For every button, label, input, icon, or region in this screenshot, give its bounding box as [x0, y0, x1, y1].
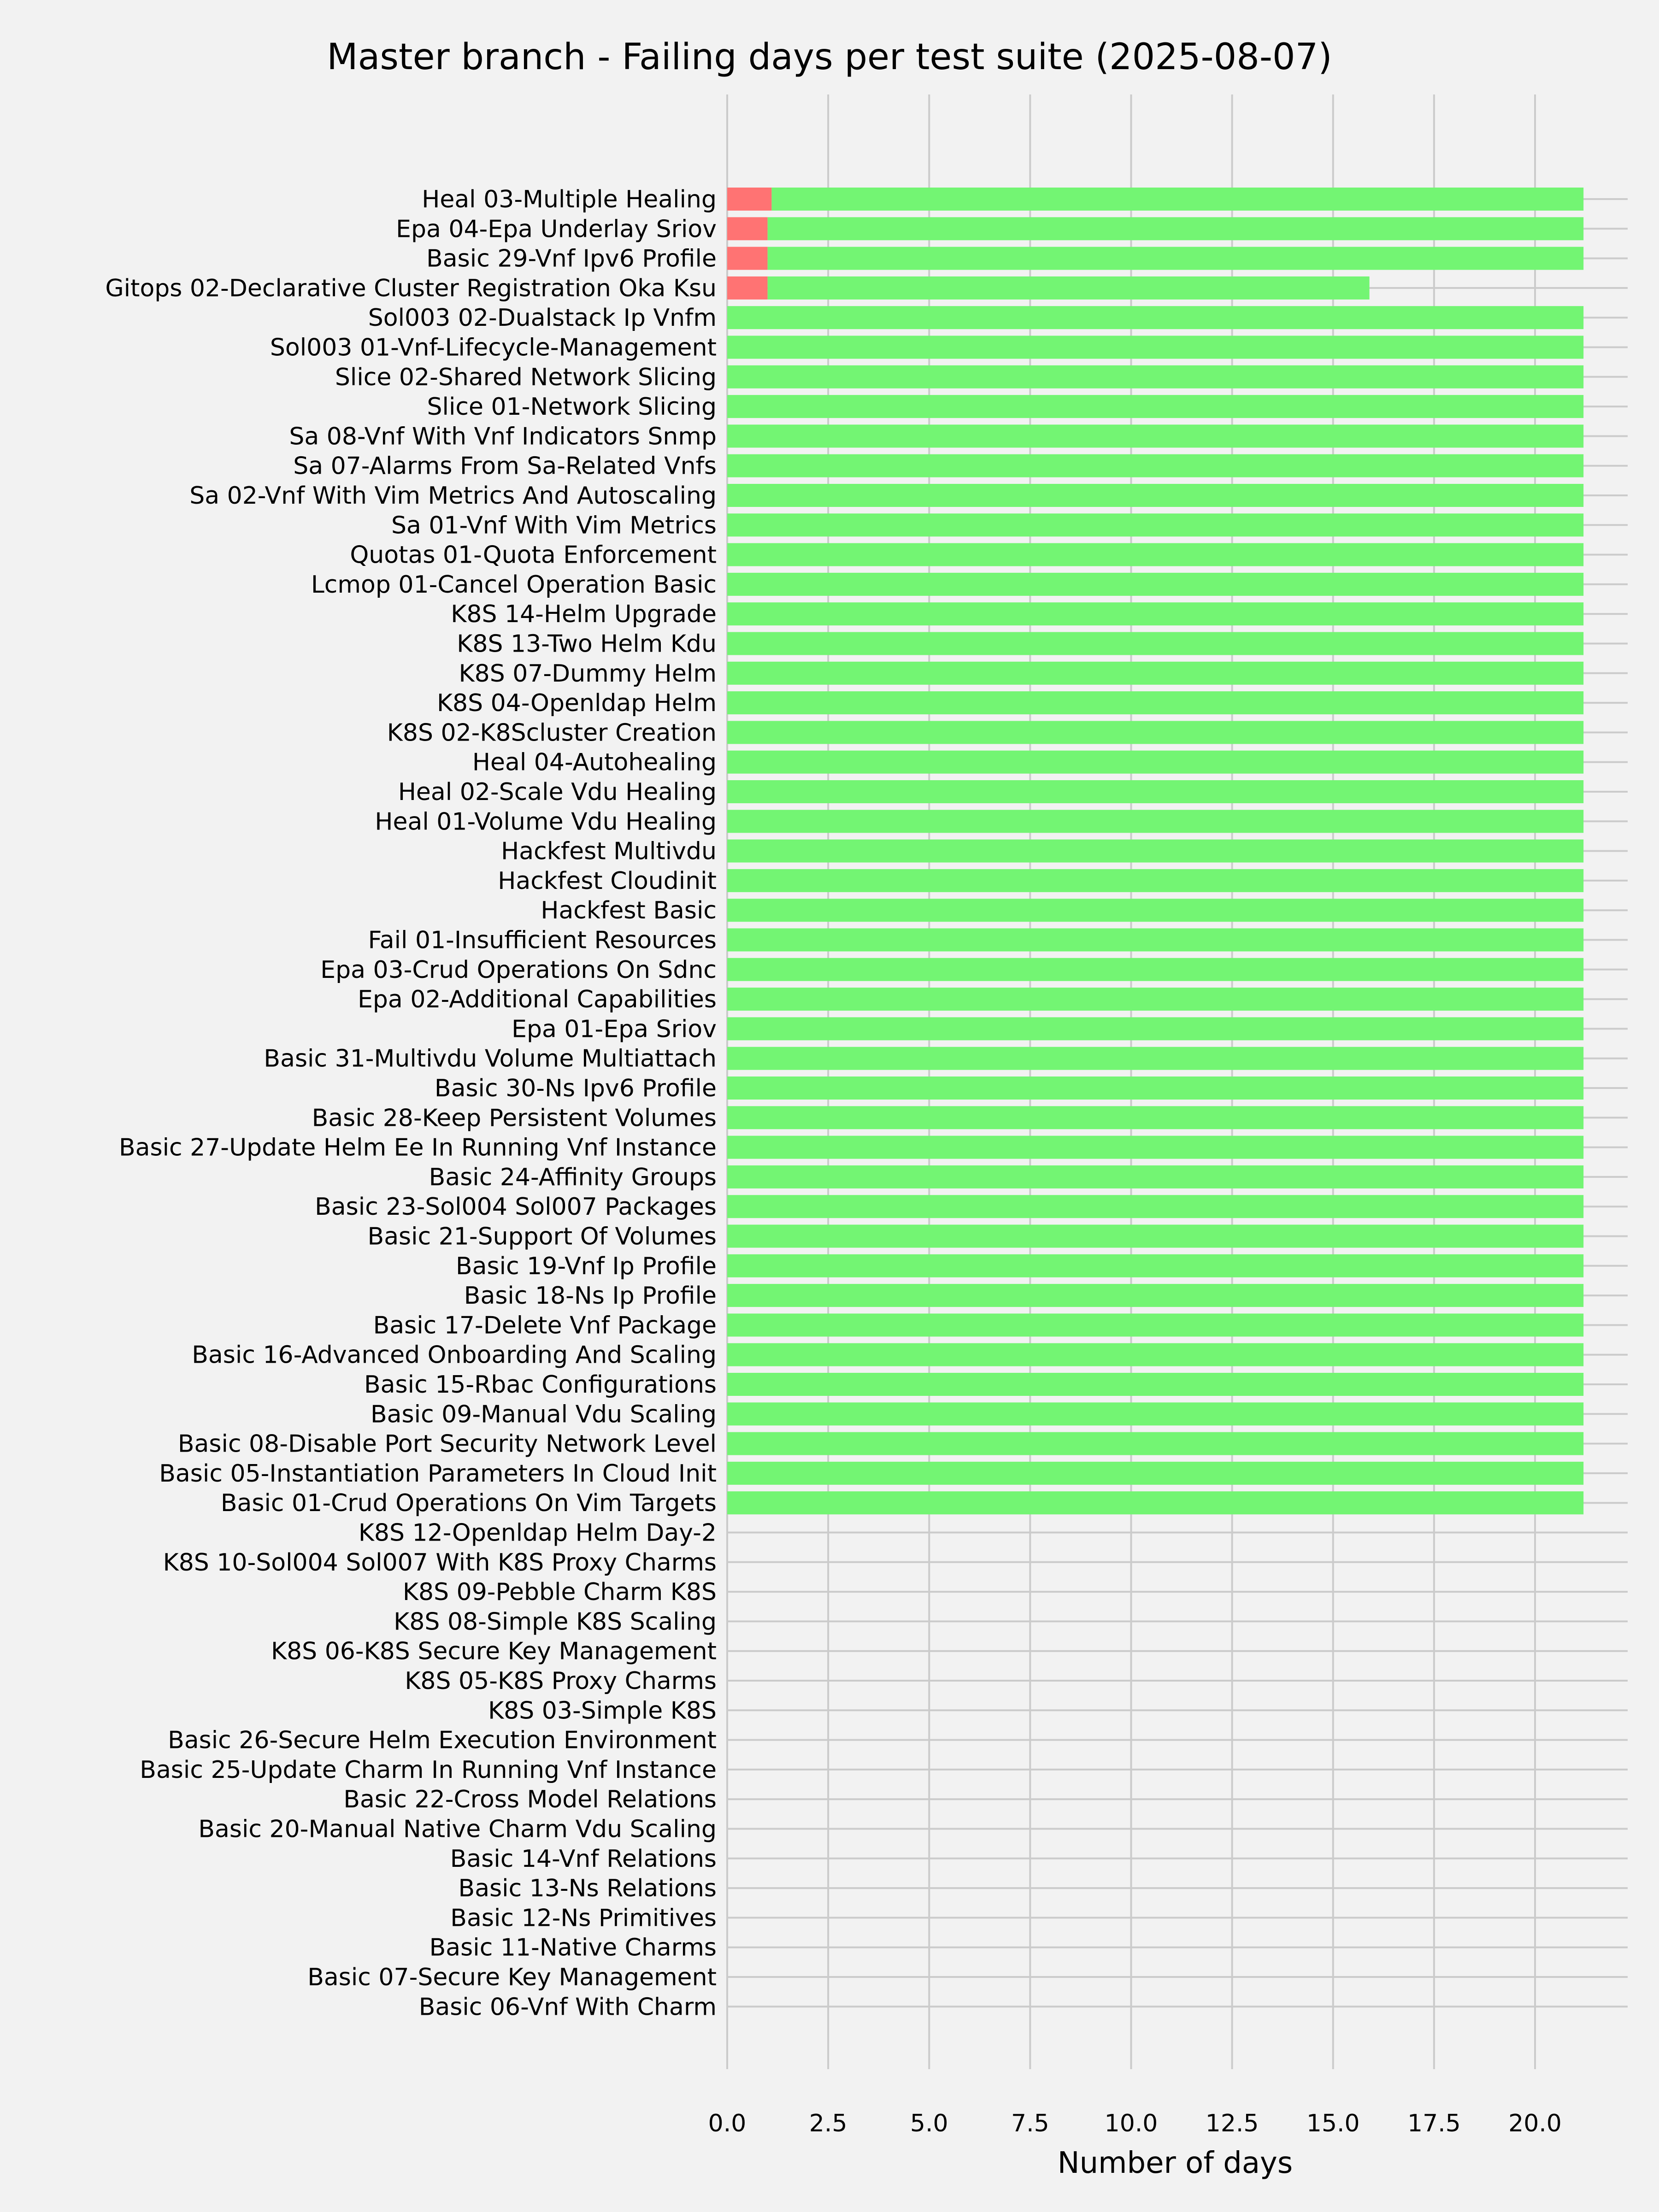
category-label: Heal 02-Scale Vdu Healing [398, 778, 717, 806]
bar-failing-days [727, 247, 768, 270]
bar-passing-days [727, 1077, 1583, 1100]
category-label: K8S 09-Pebble Charm K8S [402, 1578, 717, 1606]
bar-passing-days [727, 1373, 1583, 1396]
category-label: K8S 13-Two Helm Kdu [457, 630, 717, 658]
category-label: Heal 03-Multiple Healing [422, 186, 717, 213]
bar-passing-days [727, 751, 1583, 774]
category-label: Sa 08-Vnf With Vnf Indicators Snmp [289, 423, 717, 451]
bar-passing-days [727, 1432, 1583, 1455]
category-label: K8S 07-Dummy Helm [459, 659, 717, 688]
x-tick-label: 2.5 [809, 2110, 847, 2137]
category-label: Lcmop 01-Cancel Operation Basic [311, 571, 717, 599]
bar-passing-days [727, 424, 1583, 447]
bar-passing-days [727, 1402, 1583, 1425]
category-label: K8S 02-K8Scluster Creation [387, 719, 717, 747]
bar-passing-days [727, 988, 1583, 1011]
x-tick-label: 12.5 [1205, 2110, 1259, 2137]
bar-passing-days [727, 365, 1583, 388]
bar-passing-days [768, 276, 1370, 300]
category-label: Slice 01-Network Slicing [427, 393, 717, 421]
bar-passing-days [727, 1165, 1583, 1188]
category-label: Heal 01-Volume Vdu Healing [375, 808, 717, 836]
bar-passing-days [727, 306, 1583, 329]
bar-passing-days [727, 1254, 1583, 1277]
bar-passing-days [727, 1462, 1583, 1485]
bar-passing-days [727, 602, 1583, 625]
category-label: Basic 13-Ns Relations [458, 1875, 717, 1903]
category-label: Basic 06-Vnf With Charm [418, 1993, 717, 2021]
category-label: K8S 03-Simple K8S [488, 1697, 717, 1725]
bar-passing-days [768, 247, 1584, 270]
category-label: Basic 09-Manual Vdu Scaling [370, 1400, 717, 1429]
category-label: Hackfest Cloudinit [498, 867, 717, 895]
category-label: Hackfest Multivdu [501, 837, 717, 865]
bar-passing-days [727, 1343, 1583, 1366]
bar-passing-days [727, 1313, 1583, 1336]
bar-passing-days [727, 1017, 1583, 1040]
category-label: Hackfest Basic [541, 897, 717, 925]
bar-passing-days [727, 1284, 1583, 1307]
x-axis-ticks [708, 2110, 1562, 2137]
category-label: Epa 04-Epa Underlay Sriov [396, 215, 717, 243]
category-label: Basic 31-Multivdu Volume Multiattach [264, 1045, 717, 1073]
bar-passing-days [727, 1225, 1583, 1248]
bar-passing-days [727, 929, 1583, 952]
category-label: Basic 14-Vnf Relations [450, 1845, 717, 1873]
bar-failing-days [727, 276, 768, 300]
bar-passing-days [727, 454, 1583, 477]
bar-passing-days [727, 1136, 1583, 1159]
category-label: Epa 03-Crud Operations On Sdnc [320, 956, 717, 984]
bar-passing-days [727, 1195, 1583, 1218]
category-label: Basic 17-Delete Vnf Package [373, 1312, 717, 1340]
bar-passing-days [771, 188, 1583, 211]
category-label: Basic 18-Ns Ip Profile [464, 1282, 717, 1310]
bar-passing-days [727, 899, 1583, 922]
category-label: Sa 01-Vnf With Vim Metrics [391, 512, 717, 540]
bar-passing-days [727, 1047, 1583, 1070]
category-label: Basic 08-Disable Port Security Network Level [177, 1430, 717, 1458]
category-label: Heal 04-Autohealing [472, 748, 717, 777]
x-axis-label: Number of days [1057, 2146, 1293, 2180]
category-label: K8S 05-K8S Proxy Charms [405, 1667, 717, 1695]
bar-passing-days [727, 869, 1583, 892]
category-label: Basic 24-Affinity Groups [429, 1163, 717, 1191]
category-label: Basic 30-Ns Ipv6 Profile [434, 1075, 717, 1102]
category-label: Basic 23-Sol004 Sol007 Packages [315, 1193, 717, 1221]
category-label: Sol003 02-Dualstack Ip Vnfm [368, 304, 717, 332]
bar-passing-days [727, 780, 1583, 803]
bar-passing-days [768, 217, 1584, 240]
bar-passing-days [727, 336, 1583, 359]
category-label: Basic 25-Update Charm In Running Vnf Instance [140, 1756, 717, 1784]
category-label: Basic 12-Ns Primitives [450, 1904, 717, 1932]
bar-passing-days [727, 721, 1583, 744]
category-label: Sa 07-Alarms From Sa-Related Vnfs [293, 452, 717, 480]
bars [727, 188, 1583, 1514]
bar-passing-days [727, 513, 1583, 536]
category-label: Basic 21-Support Of Volumes [367, 1223, 717, 1251]
category-label: Basic 11-Native Charms [429, 1934, 717, 1962]
x-tick-label: 17.5 [1407, 2110, 1461, 2137]
bar-failing-days [727, 217, 768, 240]
category-label: Basic 26-Secure Helm Execution Environment [168, 1726, 717, 1754]
bar-passing-days [727, 958, 1583, 981]
bar-passing-days [727, 840, 1583, 863]
category-label: K8S 06-K8S Secure Key Management [271, 1637, 717, 1665]
category-label: Basic 27-Update Helm Ee In Running Vnf Instance [118, 1134, 717, 1162]
x-tick-label: 15.0 [1306, 2110, 1360, 2137]
category-label: Epa 02-Additional Capabilities [358, 986, 717, 1014]
category-label: K8S 04-Openldap Helm [436, 689, 717, 718]
category-label: Basic 15-Rbac Configurations [364, 1371, 717, 1399]
bar-passing-days [727, 1106, 1583, 1129]
category-label: K8S 10-Sol004 Sol007 With K8S Proxy Charms [163, 1548, 717, 1577]
category-label: Gitops 02-Declarative Cluster Registration Oka Ksu [105, 274, 717, 302]
category-label: K8S 08-Simple K8S Scaling [394, 1608, 717, 1636]
category-label: Sol003 01-Vnf-Lifecycle-Management [270, 334, 717, 362]
category-label: Basic 07-Secure Key Management [307, 1964, 717, 1991]
category-label: Basic 28-Keep Persistent Volumes [312, 1104, 717, 1132]
category-label: K8S 12-Openldap Helm Day-2 [358, 1519, 717, 1547]
category-label: Basic 01-Crud Operations On Vim Targets [220, 1489, 717, 1518]
bar-failing-days [727, 188, 771, 211]
category-label: Basic 19-Vnf Ip Profile [455, 1252, 717, 1280]
bar-passing-days [727, 543, 1583, 566]
bar-passing-days [727, 691, 1583, 714]
bar-passing-days [727, 484, 1583, 507]
bar-passing-days [727, 573, 1583, 596]
bar-passing-days [727, 810, 1583, 833]
x-tick-label: 5.0 [910, 2110, 948, 2137]
x-tick-label: 10.0 [1104, 2110, 1158, 2137]
category-label: Slice 02-Shared Network Slicing [335, 363, 717, 391]
category-label: Quotas 01-Quota Enforcement [350, 541, 717, 569]
category-label: Basic 05-Instantiation Parameters In Cloud Init [159, 1459, 717, 1488]
bar-passing-days [727, 1491, 1583, 1514]
category-label: K8S 14-Helm Upgrade [451, 600, 717, 629]
category-label: Fail 01-Insufficient Resources [368, 926, 717, 954]
category-label: Basic 16-Advanced Onboarding And Scaling [192, 1341, 717, 1369]
category-label: Basic 20-Manual Native Charm Vdu Scaling [198, 1815, 717, 1843]
bar-passing-days [727, 395, 1583, 418]
x-tick-label: 0.0 [708, 2110, 747, 2137]
chart-title: Master branch - Failing days per test suite (2025-08-07) [327, 36, 1332, 78]
x-tick-label: 20.0 [1508, 2110, 1562, 2137]
bar-passing-days [727, 662, 1583, 685]
x-tick-label: 7.5 [1011, 2110, 1049, 2137]
bar-passing-days [727, 632, 1583, 655]
category-label: Basic 29-Vnf Ipv6 Profile [426, 245, 717, 273]
category-label: Sa 02-Vnf With Vim Metrics And Autoscaling [189, 482, 717, 510]
category-label: Epa 01-Epa Sriov [512, 1015, 717, 1043]
category-label: Basic 22-Cross Model Relations [343, 1786, 717, 1814]
